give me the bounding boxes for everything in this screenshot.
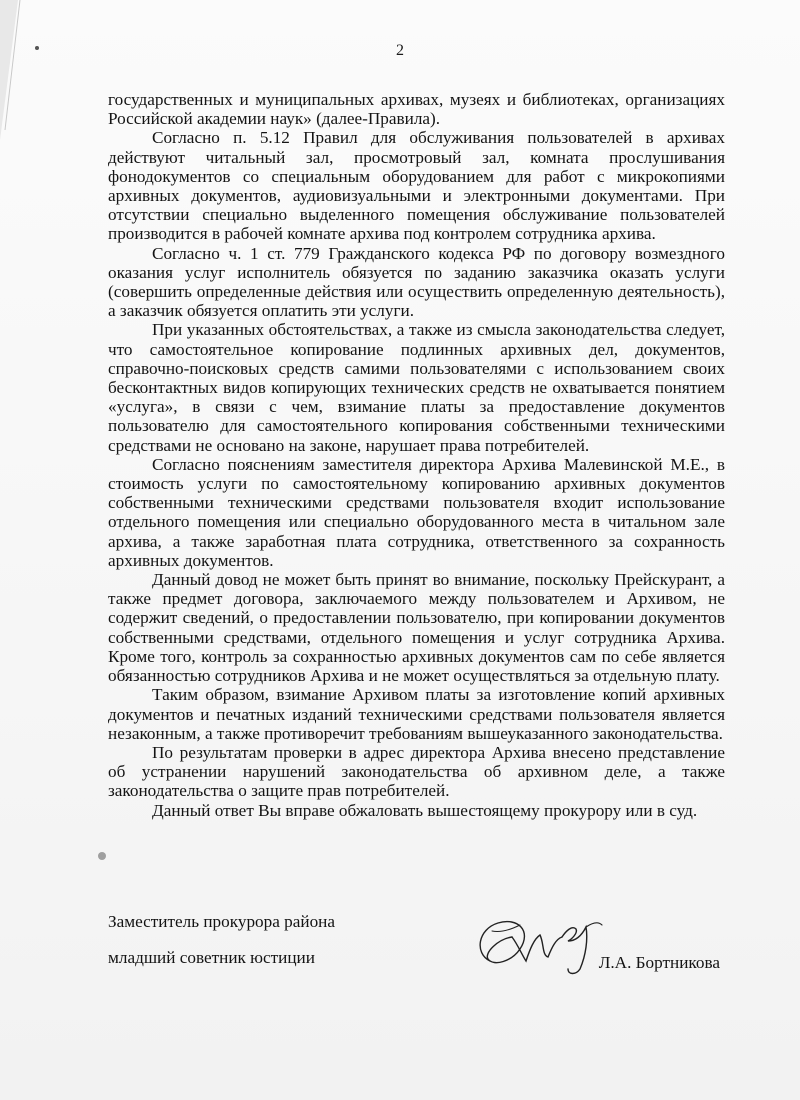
signatory-position: Заместитель прокурора района bbox=[108, 912, 335, 931]
page-number: 2 bbox=[396, 42, 404, 59]
scan-speck bbox=[98, 852, 106, 860]
paragraph: Данный довод не может быть принят во внимание, поскольку Прейскурант, а также предмет договора, заключаемого между пользователем и Архивом, не содержит сведений, о предоставлении пользователю, при копировании документов собственными средствами, отдельного помещения и услуг сотрудника Архива. Кроме того, контроль за сохранностью архивных документов сам по себе является обязанностью сотрудников Архива и не может осуществляться за отдельную плату. bbox=[108, 570, 725, 686]
paragraph: Согласно п. 5.12 Правил для обслуживания пользователей в архивах действуют читальный зал, просмотровый зал, комната прослушивания фонодокументов со специальным оборудованием для работ с микрокопиями архивных документов, аудиовизуальными и электронными документами. При отсутствии специально выделенного помещения обслуживание пользователей производится в рабочей комнате архива под контролем сотрудника архива. bbox=[108, 128, 725, 244]
signature-block bbox=[108, 905, 725, 985]
paragraph: При указанных обстоятельствах, а также из смысла законодательства следует, что самостоятельное копирование подлинных архивных дел, документов, справочно-поисковых средств самими пользователями с использованием своих бесконтактных видов копирующих технических средств не охватывается понятием «услуга», в связи с чем, взимание платы за предоставление документов пользователю для самостоятельного копирования собственными техническими средствами не основано на законе, нарушает права потребителей. bbox=[108, 320, 725, 455]
handwritten-signature bbox=[468, 909, 608, 981]
paragraph: По результатам проверки в адрес директора Архива внесено представление об устранении нарушений законодательства об архивном деле, а также законодательства о защите прав потребителей. bbox=[108, 742, 725, 801]
signatory-rank: младший советник юстиции bbox=[108, 948, 315, 967]
scan-edge-mark bbox=[0, 0, 60, 140]
paragraph: Согласно ч. 1 ст. 779 Гражданского кодекса РФ по договору возмездного оказания услуг исполнитель обязуется по заданию заказчика оказать услуги (совершить определенные действия или осуществить определенную деятельность), а заказчик обязуется оплатить эти услуги. bbox=[108, 243, 725, 321]
signatory-name: Л.А. Бортникова bbox=[598, 953, 720, 972]
paragraph: Согласно пояснениям заместителя директора Архива Малевинской М.Е., в стоимость услуги по самостоятельному копированию архивных документов собственными техническими средствами пользователя входит использование отдельного помещения или специально оборудованного места в читальном зале архива, а также заработная плата сотрудника, ответственного за сохранность архивных документов. bbox=[108, 454, 725, 570]
paragraph: Таким образом, взимание Архивом платы за изготовление копий архивных документов и печатных изданий техническими средствами пользователя является незаконным, а также противоречит требованиям вышеуказанного законодательства. bbox=[108, 685, 725, 743]
letter-body bbox=[108, 90, 725, 820]
paragraph: государственных и муниципальных архивах, музеях и библиотеках, организациях Российской академии наук» (далее-Правила). bbox=[108, 90, 725, 129]
paragraph: Данный ответ Вы вправе обжаловать вышестоящему прокурору или в суд. bbox=[152, 800, 698, 820]
